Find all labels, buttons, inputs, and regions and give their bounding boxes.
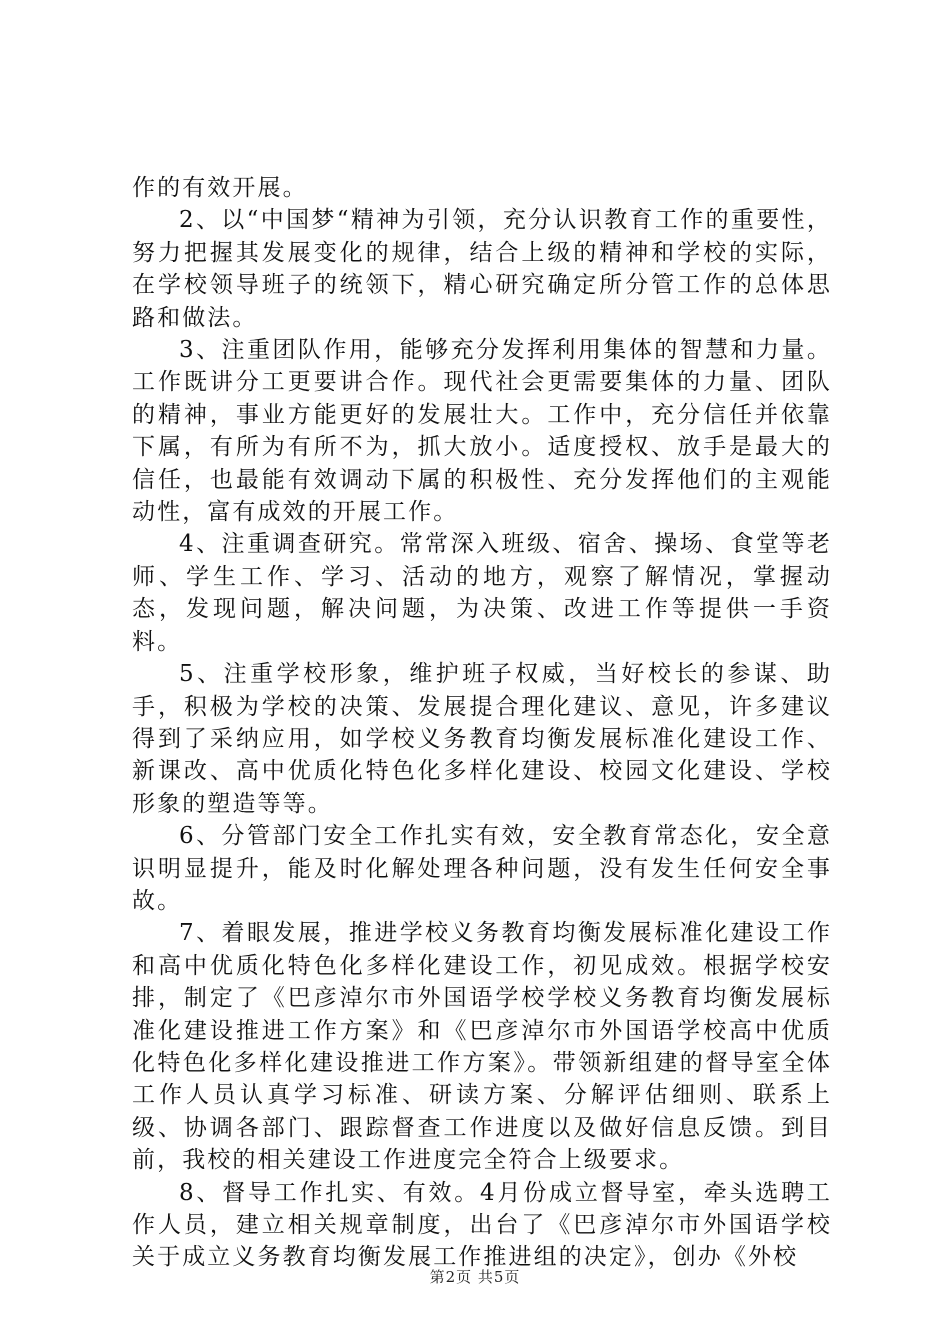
- paragraph-item-4: 4、注重调查研究。常常深入班级、宿舍、操场、食堂等老师、学生工作、学习、活动的地方，观察了解情况，掌握动态，发现问题，解决问题，为决策、改进工作等提供一手资料。: [132, 531, 832, 655]
- paragraph-item-2: 2、以“中国梦“精神为引领，充分认识教育工作的重要性，努力把握其发展变化的规律，结合上级的精神和学校的实际，在学校领导班子的统领下，精心研究确定所分管工作的总体思路和做法。: [132, 207, 832, 331]
- paragraph-item-8: 8、督导工作扎实、有效。4月份成立督导室，牵头选聘工作人员，建立相关规章制度，出台了《巴彦淖尔市外国语学校关于成立义务教育均衡发展工作推进组的决定》，创办《外校: [132, 1179, 832, 1271]
- paragraph-item-7: 7、着眼发展，推进学校义务教育均衡发展标准化建设工作和高中优质化特色化多样化建设工作，初见成效。根据学校安排，制定了《巴彦淖尔市外国语学校学校义务教育均衡发展标准化建设推进工作方案》和《巴彦淖尔市外国语学校高中优质化特色化多样化建设推进工作方案》。带领新组建的督导室全体工作人员认真学习标准、研读方案、分解评估细则、联系上级、协调各部门、跟踪督查工作进度以及做好信息反馈。到目前，我校的相关建设工作进度完全符合上级要求。: [132, 920, 832, 1174]
- page-number-footer: 第2页 共5页: [429, 1268, 521, 1286]
- paragraph-continuation: 作的有效开展。: [132, 175, 308, 201]
- paragraph-item-5: 5、注重学校形象，维护班子权威，当好校长的参谋、助手，积极为学校的决策、发展提合理化建议、意见，许多建议得到了采纳应用，如学校义务教育均衡发展标准化建设工作、新课改、高中优质化特色化多样化建设、校园文化建设、学校形象的塑造等等。: [132, 661, 832, 817]
- paragraph-item-6: 6、分管部门安全工作扎实有效，安全教育常态化，安全意识明显提升，能及时化解处理各种问题，没有发生任何安全事故。: [132, 823, 832, 914]
- document-body: [132, 172, 832, 1274]
- paragraph-item-3: 3、注重团队作用，能够充分发挥利用集体的智慧和力量。工作既讲分工更要讲合作。现代社会更需要集体的力量、团队的精神，事业方能更好的发展壮大。工作中，充分信任并依靠下属，有所为有所不为，抓大放小。适度授权、放手是最大的信任，也最能有效调动下属的积极性、充分发挥他们的主观能动性，富有成效的开展工作。: [132, 337, 832, 526]
